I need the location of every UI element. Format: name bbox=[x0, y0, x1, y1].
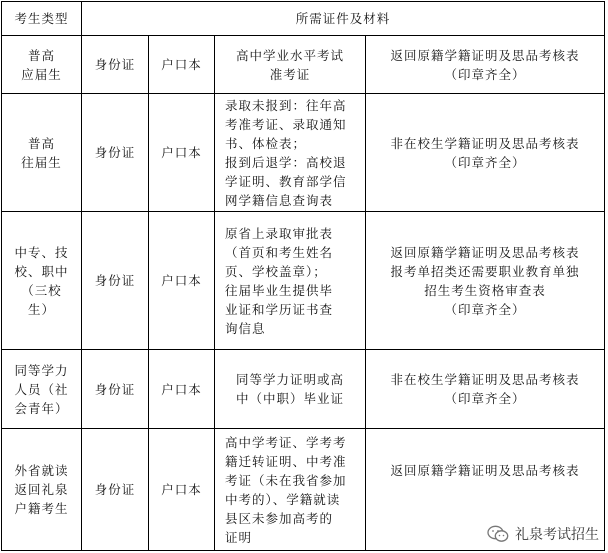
id-card-cell: 身份证 bbox=[82, 429, 149, 551]
household-register-cell: 户口本 bbox=[149, 429, 215, 551]
watermark-text: 礼泉考试招生 bbox=[515, 527, 599, 543]
candidate-type-cell: 外省就读 返回礼泉 户籍考生 bbox=[2, 429, 82, 551]
household-register-cell: 户口本 bbox=[149, 212, 215, 350]
certificate-cell: 高中学考证、学考考 籍迁转证明、中考准 考证（未在我省参加 中考的）、学籍就读 县区未参加高考的 证明 bbox=[215, 429, 366, 551]
id-card-cell: 身份证 bbox=[82, 94, 149, 212]
certificate-cell: 同等学力证明或高 中（中职）毕业证 bbox=[215, 350, 366, 429]
household-register-cell: 户口本 bbox=[149, 350, 215, 429]
certificate-cell: 录取未报到：往年高 考准考证、录取通知 书、体检表； 报到后退学：高校退 学证明、教育部学信 网学籍信息查询表 bbox=[215, 94, 366, 212]
table-row bbox=[2, 36, 605, 94]
school-record-cell: 返回原籍学籍证明及思品考核表 报考单招类还需要职业教育单独 招生考生资格审查表 （印章齐全） bbox=[366, 212, 605, 350]
table-header-row bbox=[2, 2, 605, 36]
school-record-cell: 返回原籍学籍证明及思品考核表 （印章齐全） bbox=[366, 36, 605, 94]
requirements-table bbox=[1, 1, 605, 551]
id-card-cell: 身份证 bbox=[82, 36, 149, 94]
id-card-cell: 身份证 bbox=[82, 212, 149, 350]
watermark bbox=[484, 523, 602, 545]
candidate-type-cell: 同等学力 人员（社 会青年） bbox=[2, 350, 82, 429]
header-required-materials: 所需证件及材料 bbox=[82, 2, 605, 36]
certificate-cell: 原省上录取审批表 （首页和考生姓名 页、学校盖章）； 往届毕业生提供毕 业证和学历证书查 询信息 bbox=[215, 212, 366, 350]
school-record-cell: 返回原籍学籍证明及思品考核表 bbox=[366, 429, 605, 551]
wechat-icon bbox=[487, 525, 509, 543]
candidate-type-cell: 普高 往届生 bbox=[2, 94, 82, 212]
candidate-type-cell: 普高 应届生 bbox=[2, 36, 82, 94]
table-row bbox=[2, 350, 605, 429]
id-card-cell: 身份证 bbox=[82, 350, 149, 429]
header-candidate-type: 考生类型 bbox=[2, 2, 82, 36]
certificate-cell: 高中学业水平考试 准考证 bbox=[215, 36, 366, 94]
table-row bbox=[2, 212, 605, 350]
school-record-cell: 非在校生学籍证明及思品考核表 （印章齐全） bbox=[366, 350, 605, 429]
household-register-cell: 户口本 bbox=[149, 94, 215, 212]
candidate-type-cell: 中专、技 校、职中 （三校 生） bbox=[2, 212, 82, 350]
table-row bbox=[2, 94, 605, 212]
household-register-cell: 户口本 bbox=[149, 36, 215, 94]
school-record-cell: 非在校生学籍证明及思品考核表 （印章齐全） bbox=[366, 94, 605, 212]
